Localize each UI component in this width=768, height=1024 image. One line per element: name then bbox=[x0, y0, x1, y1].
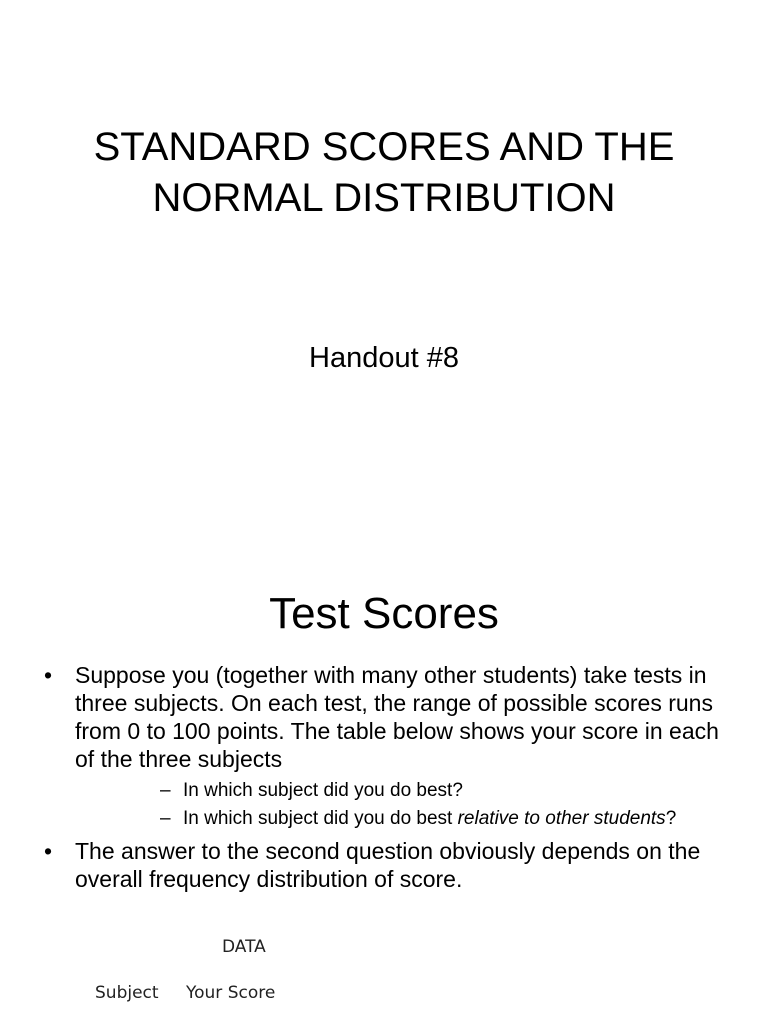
sub-bullet-emphasis: relative to other students bbox=[457, 808, 666, 829]
dash-icon: – bbox=[160, 780, 171, 801]
bullet-item bbox=[0, 661, 768, 833]
sub-bullet-text-prefix: In which subject did you do best bbox=[183, 808, 458, 829]
handout-subtitle: Handout #8 bbox=[309, 342, 459, 374]
sub-bullet-text: In which subject did you do best? bbox=[183, 780, 463, 801]
title-line-2: NORMAL DISTRIBUTION bbox=[152, 176, 616, 220]
dash-icon: – bbox=[160, 808, 171, 829]
section-title: Test Scores bbox=[269, 589, 499, 638]
bullet-dot-icon: • bbox=[44, 838, 53, 864]
bullet-item bbox=[0, 837, 768, 893]
bullet-text: Suppose you (together with many other students) take tests in three subjects. On each test, the range of possible scores runs from 0 to 100 points. The table below shows your score in each of the three subjects bbox=[75, 662, 719, 772]
column-header-subject: Subject bbox=[95, 983, 159, 1003]
title-line-1: STANDARD SCORES AND THE bbox=[93, 125, 675, 169]
bullet-list bbox=[0, 661, 768, 893]
data-table-heading: DATA bbox=[222, 937, 266, 957]
bullet-text: The answer to the second question obviously depends on the overall frequency distribution of score. bbox=[75, 838, 701, 892]
sub-bullet-item bbox=[75, 805, 728, 833]
sub-bullet-text-suffix: ? bbox=[665, 808, 677, 829]
bullet-dot-icon: • bbox=[44, 662, 53, 688]
sub-bullet-list bbox=[75, 777, 728, 833]
column-header-score: Your Score bbox=[186, 983, 276, 1003]
document-title bbox=[0, 122, 768, 224]
sub-bullet-item bbox=[75, 777, 728, 805]
